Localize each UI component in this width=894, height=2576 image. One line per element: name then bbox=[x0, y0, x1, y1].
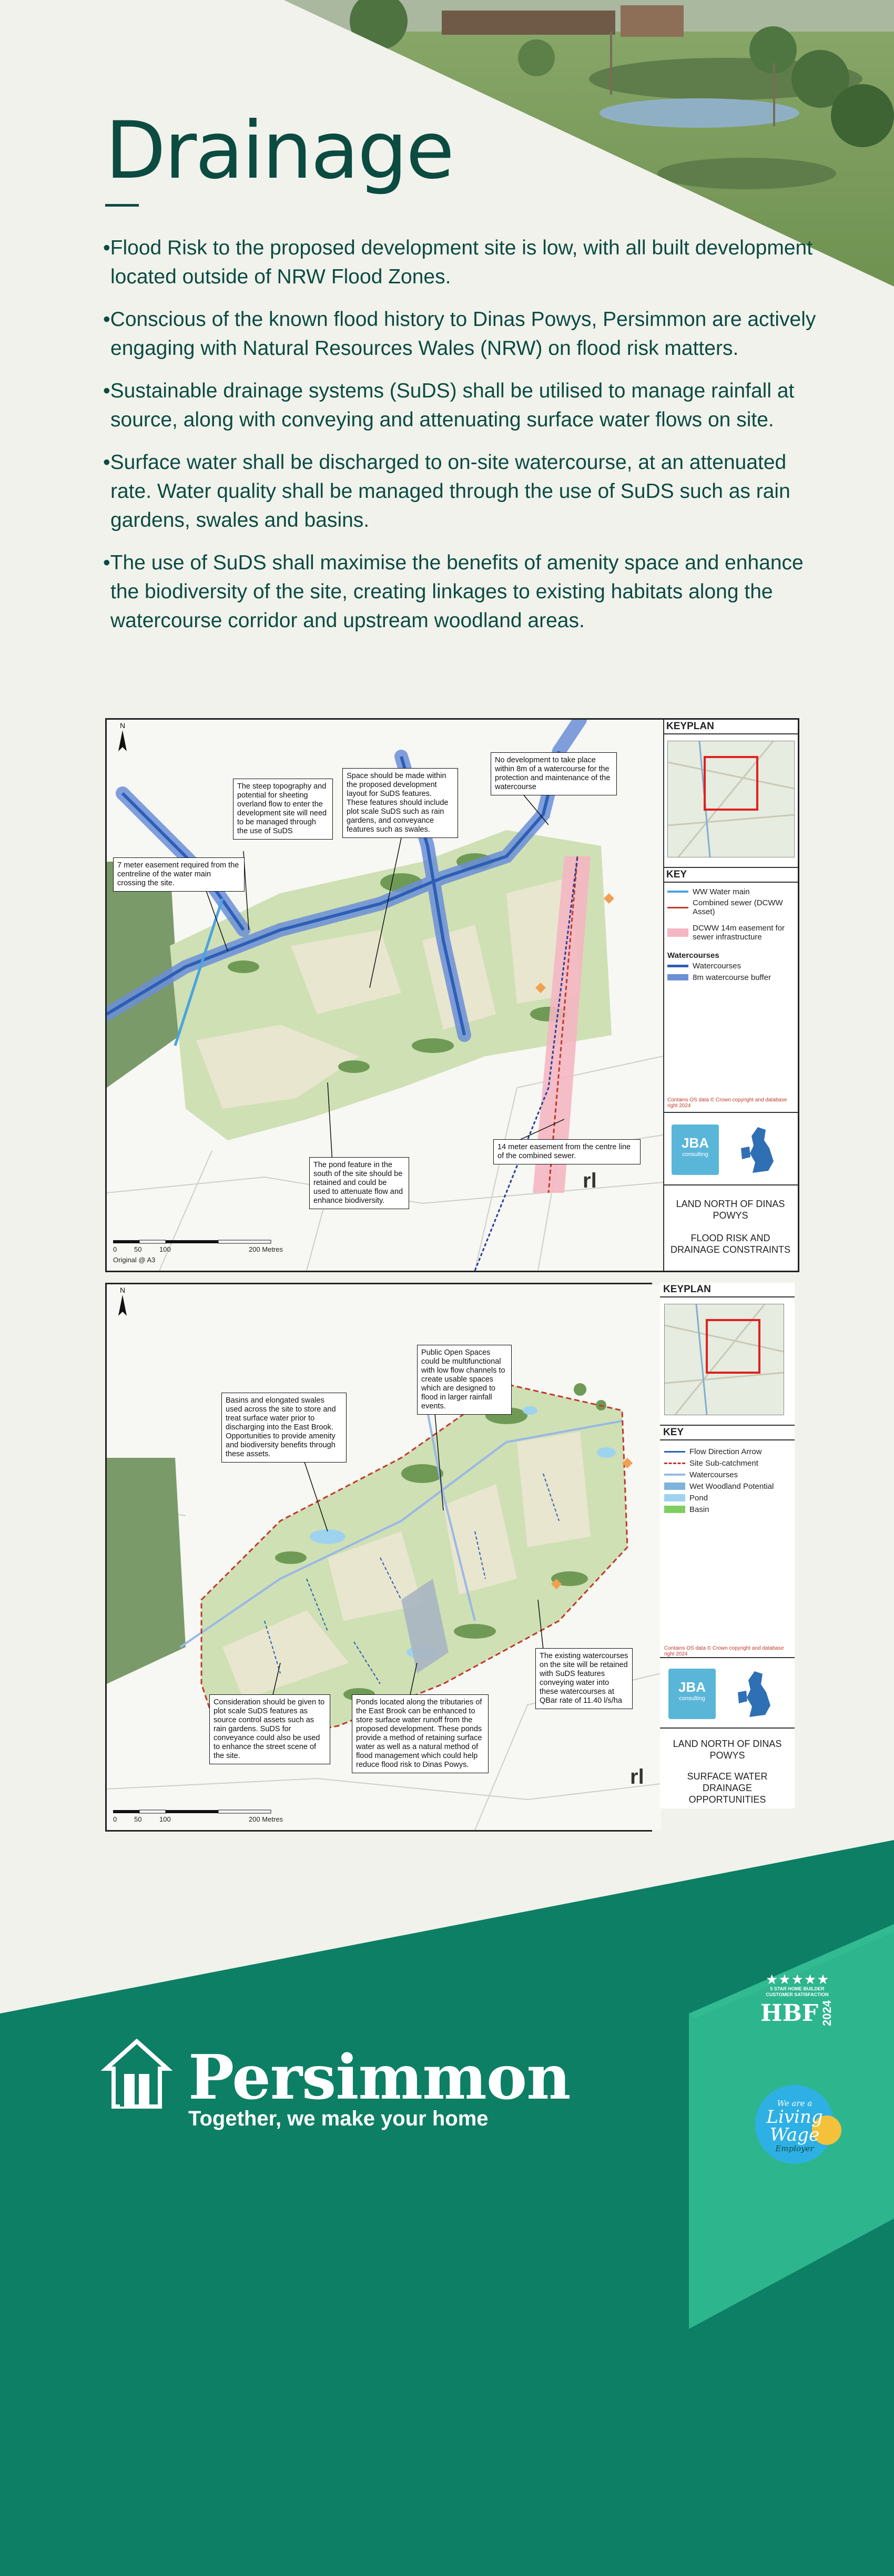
lw-line4: Employer bbox=[775, 2144, 814, 2153]
key-heading: KEY bbox=[660, 1425, 795, 1440]
legend-item bbox=[667, 960, 794, 972]
brand-tagline: Together, we make your home bbox=[188, 2107, 489, 2130]
hbf-mark: HBF bbox=[760, 2000, 818, 2027]
legend-label: 8m watercourse buffer bbox=[693, 973, 771, 982]
callout: Basins and elongated swales used across the site to store and treat surface water prior to discharging into the East Brook. Opportunities to provide amenity and biodiversity benefits through these assets. bbox=[221, 1393, 347, 1463]
map-title: FLOOD RISK AND DRAINAGE CONSTRAINTS bbox=[670, 1233, 791, 1255]
site-name: LAND NORTH OF DINAS POWYS bbox=[676, 1199, 785, 1221]
callout: Public Open Spaces could be multifunctional with low flow channels to create usable spaces which are designed to flood in larger rainfall events. bbox=[417, 1345, 512, 1415]
scale-bar bbox=[113, 1240, 271, 1243]
scale-tick: 200 Metres bbox=[249, 1245, 283, 1253]
keyplan-map bbox=[664, 1304, 784, 1415]
jba-logo bbox=[672, 1125, 719, 1175]
surface-water-map-sidebar bbox=[660, 1283, 795, 1808]
persimmon-house-icon bbox=[101, 2037, 172, 2111]
scale-tick: 200 Metres bbox=[249, 1815, 283, 1823]
callout: Consideration should be given to plot scale SuDS features as source control assets such as rain gardens. SuDS for conveyance could also be used to enhance the street scene of the site. bbox=[209, 1694, 330, 1764]
hbf-year: 2024 bbox=[820, 2000, 834, 2026]
callout: 14 meter easement from the centre line of the combined sewer. bbox=[493, 1139, 641, 1164]
callout: The pond feature in the south of the site should be retained and could be used to attenuate flow and enhance biodiversity. bbox=[309, 1157, 409, 1209]
callout: Ponds located along the tributaries of the East Brook can be enhanced to store surface water runoff from the proposed development. These ponds provide a method of retaining surface water as well as a natural method of flood management which could help reduce flood risk to Dinas Powys. bbox=[352, 1694, 489, 1773]
scale-tick: 50 bbox=[134, 1245, 142, 1253]
legend bbox=[664, 1446, 790, 1515]
scale-tick: 0 bbox=[113, 1815, 117, 1823]
lw-line3: Wage bbox=[769, 2124, 820, 2145]
title-divider bbox=[105, 204, 139, 207]
scale-note: Original @ A3 bbox=[113, 1256, 156, 1264]
rl-logo: rl bbox=[630, 1765, 644, 1788]
legend-item bbox=[667, 886, 794, 897]
bullet-list bbox=[103, 233, 818, 649]
flood-risk-map bbox=[107, 720, 664, 1271]
jba-logo-text: JBA bbox=[681, 1135, 709, 1151]
page-title: Drainage bbox=[105, 105, 453, 197]
hbf-stars: ★★★★★ bbox=[766, 1971, 830, 1987]
keyplan-heading: KEYPLAN bbox=[663, 720, 798, 734]
hbf-badge bbox=[760, 1971, 834, 2027]
map-title: SURFACE WATER DRAINAGE OPPORTUNITIES bbox=[687, 1771, 768, 1805]
brand-name: Persimmon bbox=[188, 2042, 571, 2113]
jba-logo-text: JBA bbox=[678, 1679, 706, 1695]
key-heading: KEY bbox=[663, 867, 798, 883]
uk-map-icon bbox=[737, 1125, 784, 1177]
bullet-item: • Flood Risk to the proposed development site is low, with all built development located outside of NRW Flood Zones. bbox=[103, 233, 818, 291]
north-label: N bbox=[119, 1286, 126, 1294]
copyright-note: Contains OS data © Crown copyright and database right 2024 bbox=[667, 1097, 787, 1109]
keyplan-heading: KEYPLAN bbox=[660, 1283, 795, 1297]
surface-water-map-panel bbox=[105, 1283, 652, 1832]
lw-line1: We are a bbox=[777, 2099, 812, 2108]
legend-label: DCWW 14m easement for sewer infrastructure bbox=[693, 924, 785, 942]
watercourses-heading: Watercourses bbox=[667, 951, 719, 960]
flood-risk-map-sidebar bbox=[663, 720, 798, 1271]
uk-map-icon bbox=[734, 1669, 781, 1721]
callout: The existing watercourses on the site will be retained with SuDS features conveying water into these watercourses at QBar rate of 11.40 l/s/ha bbox=[535, 1648, 633, 1709]
scale-tick: 100 bbox=[159, 1815, 171, 1823]
bullet-item: • Sustainable drainage systems (SuDS) shall be utilised to manage rainfall at source, along with conveying and attenuating surface water flows on site. bbox=[103, 376, 818, 434]
bullet-item: • Surface water shall be discharged to on-site watercourse, at an attenuated rate. Water quality shall be managed through the use of SuDS such as rain gardens, swales and basins. bbox=[103, 448, 818, 535]
scale-tick: 50 bbox=[134, 1815, 142, 1823]
callout: The steep topography and potential for sheeting overland flow to enter the development site will need to be managed through the use of SuDS bbox=[233, 779, 333, 840]
hbf-line2: CUSTOMER SATISFACTION bbox=[766, 1992, 829, 1997]
surface-water-map bbox=[107, 1284, 661, 1830]
legend-label: Wet Woodland Potential bbox=[689, 1481, 774, 1491]
bullet-item: • The use of SuDS shall maximise the benefits of amenity space and enhance the biodiversity of the site, creating linkages to existing habitats along the watercourse corridor and upstream woodland areas. bbox=[103, 548, 818, 635]
legend-label: Basin bbox=[689, 1505, 709, 1514]
legend bbox=[667, 886, 794, 983]
callout: 7 meter easement required from the centreline of the water main crossing the site. bbox=[113, 857, 245, 892]
footer-background bbox=[0, 1840, 894, 2576]
jba-logo-sub: consulting bbox=[682, 1151, 708, 1158]
scale-tick: 0 bbox=[113, 1245, 117, 1253]
lw-line2: Living bbox=[766, 2107, 823, 2128]
scale-tick: 100 bbox=[159, 1245, 171, 1253]
legend-item bbox=[667, 897, 794, 917]
hbf-line1: 5 STAR HOME BUILDER bbox=[770, 1986, 825, 1991]
legend-item bbox=[664, 1480, 790, 1492]
legend-item bbox=[664, 1504, 790, 1515]
legend-item bbox=[667, 972, 794, 983]
callout: No development to take place within 8m of a watercourse for the protection and maintenance of the watercourse bbox=[491, 752, 617, 795]
jba-logo-sub: consulting bbox=[679, 1695, 705, 1702]
north-label: N bbox=[119, 721, 126, 730]
legend-label: WW Water main bbox=[693, 887, 750, 896]
bullet-item: • Conscious of the known flood history to Dinas Powys, Persimmon are actively engaging with Natural Resources Wales (NRW) on flood risk matters. bbox=[103, 305, 818, 363]
site-name: LAND NORTH OF DINAS POWYS bbox=[673, 1739, 782, 1761]
scale-bar bbox=[113, 1810, 271, 1813]
jba-logo bbox=[668, 1669, 716, 1719]
legend-item bbox=[667, 917, 794, 948]
legend-label: Watercourses bbox=[693, 961, 741, 970]
legend-item bbox=[664, 1492, 790, 1504]
keyplan-map bbox=[667, 741, 795, 857]
legend-label: Site Sub-catchment bbox=[689, 1458, 758, 1468]
living-wage-badge bbox=[755, 2085, 846, 2169]
legend-label: Watercourses bbox=[689, 1470, 738, 1479]
legend-item bbox=[664, 1469, 790, 1480]
legend-label: Flow Direction Arrow bbox=[689, 1447, 762, 1456]
callout: Space should be made within the proposed development layout for SuDS features. These features should include plot scale SuDS such as rain gardens, and conveyance features such as swales. bbox=[342, 768, 458, 838]
copyright-note: Contains OS data © Crown copyright and database right 2024 bbox=[664, 1645, 784, 1657]
legend-label: Pond bbox=[689, 1493, 708, 1502]
flood-risk-map-panel bbox=[105, 718, 799, 1272]
legend-label: Combined sewer (DCWW Asset) bbox=[693, 898, 783, 916]
legend-item bbox=[664, 1446, 790, 1457]
legend-item bbox=[664, 1457, 790, 1469]
rl-logo: rl bbox=[583, 1169, 597, 1192]
